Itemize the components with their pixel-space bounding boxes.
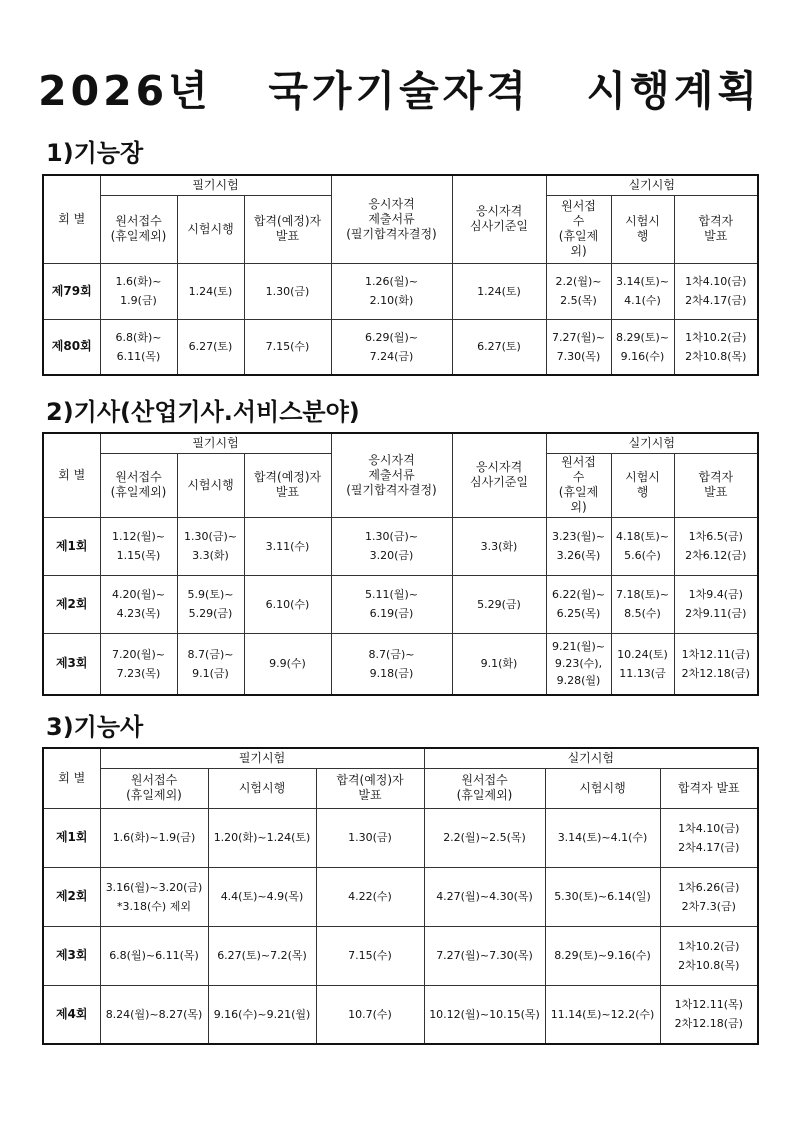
cell: 7.20(월)~ 7.23(목) — [100, 633, 177, 695]
header-practical-apply: 원서접수 (휴일제외) — [424, 768, 545, 808]
header-docs: 응시자격 제출서류 (필기합격자결정) — [331, 175, 452, 263]
header-result: 합격(예정)자 발표 — [244, 453, 331, 517]
cell: 7.18(토)~ 8.5(수) — [611, 575, 674, 633]
cell: 7.15(수) — [244, 319, 331, 375]
cell: 8.7(금)~ 9.18(금) — [331, 633, 452, 695]
cell: 1차6.5(금) 2차6.12(금) — [674, 517, 758, 575]
cell: 1차12.11(금) 2차12.18(금) — [674, 633, 758, 695]
header-round: 회 별 — [43, 433, 100, 517]
header-practical-apply: 원서접 수 (휴일제 외) — [546, 195, 611, 263]
header-practical-result: 합격자 발표 — [660, 768, 758, 808]
cell: 4.27(월)~4.30(목) — [424, 867, 545, 926]
cell: 1.24(토) — [452, 263, 546, 319]
cell: 3.16(월)~3.20(금) *3.18(수) 제외 — [100, 867, 208, 926]
cell: 1.12(월)~ 1.15(목) — [100, 517, 177, 575]
cell: 1.24(토) — [177, 263, 244, 319]
cell: 1차4.10(금) 2차4.17(금) — [660, 808, 758, 867]
cell: 7.27(월)~7.30(목) — [424, 926, 545, 985]
cell: 3.11(수) — [244, 517, 331, 575]
round-cell: 제79회 — [43, 263, 100, 319]
cell: 5.11(월)~ 6.19(금) — [331, 575, 452, 633]
cell: 1차6.26(금) 2차7.3(금) — [660, 867, 758, 926]
cell: 8.29(토)~ 9.16(수) — [611, 319, 674, 375]
header-practical: 실기시험 — [424, 748, 758, 768]
cell: 1.30(금) — [244, 263, 331, 319]
section-heading: 3)기능사 — [46, 713, 144, 741]
round-cell: 제1회 — [43, 517, 100, 575]
cell: 9.21(월)~ 9.23(수), 9.28(월) — [546, 633, 611, 695]
header-practical-result: 합격자 발표 — [674, 195, 758, 263]
page-title: 2026년 국가기술자격 시행계획 — [38, 67, 761, 115]
header-written: 필기시험 — [100, 433, 331, 453]
cell: 1.26(월)~ 2.10(화) — [331, 263, 452, 319]
cell: 1차10.2(금) 2차10.8(목) — [660, 926, 758, 985]
cell: 1.30(금) — [316, 808, 424, 867]
header-practical-exam: 시험시행 — [545, 768, 660, 808]
header-exam: 시험시행 — [208, 768, 316, 808]
table-row — [43, 575, 758, 633]
cell: 10.7(수) — [316, 985, 424, 1044]
header-result: 합격(예정)자 발표 — [316, 768, 424, 808]
header-criteria: 응시자격 심사기준일 — [452, 175, 546, 263]
cell: 10.24(토) 11.13(금 — [611, 633, 674, 695]
cell: 1.30(금)~ 3.20(금) — [331, 517, 452, 575]
header-practical: 실기시험 — [546, 433, 758, 453]
header-written: 필기시험 — [100, 175, 331, 195]
cell: 11.14(토)~12.2(수) — [545, 985, 660, 1044]
cell: 8.24(월)~8.27(목) — [100, 985, 208, 1044]
header-practical: 실기시험 — [546, 175, 758, 195]
cell: 6.10(수) — [244, 575, 331, 633]
cell: 2.2(월)~ 2.5(목) — [546, 263, 611, 319]
cell: 8.29(토)~9.16(수) — [545, 926, 660, 985]
table-row — [43, 867, 758, 926]
round-cell: 제2회 — [43, 575, 100, 633]
schedule-table-craftsman — [42, 747, 759, 1045]
cell: 7.15(수) — [316, 926, 424, 985]
table-row — [43, 319, 758, 375]
cell: 9.9(수) — [244, 633, 331, 695]
round-cell: 제3회 — [43, 633, 100, 695]
cell: 8.7(금)~ 9.1(금) — [177, 633, 244, 695]
cell: 1.6(화)~ 1.9(금) — [100, 263, 177, 319]
round-cell: 제4회 — [43, 985, 100, 1044]
cell: 7.27(월)~ 7.30(목) — [546, 319, 611, 375]
cell: 2.2(월)~2.5(목) — [424, 808, 545, 867]
round-cell: 제1회 — [43, 808, 100, 867]
cell: 3.14(토)~4.1(수) — [545, 808, 660, 867]
cell: 5.30(토)~6.14(일) — [545, 867, 660, 926]
cell: 1.20(화)~1.24(토) — [208, 808, 316, 867]
cell: 6.27(토)~7.2(목) — [208, 926, 316, 985]
cell: 9.16(수)~9.21(월) — [208, 985, 316, 1044]
cell: 1차12.11(목) 2차12.18(금) — [660, 985, 758, 1044]
section-heading: 2)기사(산업기사.서비스분야) — [46, 398, 360, 426]
cell: 10.12(월)~10.15(목) — [424, 985, 545, 1044]
header-docs: 응시자격 제출서류 (필기합격자결정) — [331, 433, 452, 517]
cell: 1차9.4(금) 2차9.11(금) — [674, 575, 758, 633]
cell: 4.20(월)~ 4.23(목) — [100, 575, 177, 633]
cell: 5.29(금) — [452, 575, 546, 633]
header-apply: 원서접수 (휴일제외) — [100, 195, 177, 263]
header-practical-apply: 원서접 수 (휴일제 외) — [546, 453, 611, 517]
round-cell: 제2회 — [43, 867, 100, 926]
cell: 6.29(월)~ 7.24(금) — [331, 319, 452, 375]
table-row — [43, 517, 758, 575]
cell: 4.18(토)~ 5.6(수) — [611, 517, 674, 575]
header-round: 회 별 — [43, 748, 100, 808]
cell: 1.6(화)~1.9(금) — [100, 808, 208, 867]
cell: 3.14(토)~ 4.1(수) — [611, 263, 674, 319]
table-row — [43, 263, 758, 319]
table-row — [43, 985, 758, 1044]
table-row — [43, 808, 758, 867]
header-criteria: 응시자격 심사기준일 — [452, 433, 546, 517]
header-apply: 원서접수 (휴일제외) — [100, 453, 177, 517]
header-apply: 원서접수 (휴일제외) — [100, 768, 208, 808]
cell: 6.22(월)~ 6.25(목) — [546, 575, 611, 633]
header-written: 필기시험 — [100, 748, 424, 768]
header-practical-exam: 시험시 행 — [611, 453, 674, 517]
header-practical-result: 합격자 발표 — [674, 453, 758, 517]
cell: 6.27(토) — [452, 319, 546, 375]
cell: 6.27(토) — [177, 319, 244, 375]
cell: 1.30(금)~ 3.3(화) — [177, 517, 244, 575]
cell: 4.4(토)~4.9(목) — [208, 867, 316, 926]
cell: 1차10.2(금) 2차10.8(목) — [674, 319, 758, 375]
header-practical-exam: 시험시 행 — [611, 195, 674, 263]
header-exam: 시험시행 — [177, 453, 244, 517]
cell: 3.3(화) — [452, 517, 546, 575]
round-cell: 제3회 — [43, 926, 100, 985]
cell: 6.8(월)~6.11(목) — [100, 926, 208, 985]
cell: 9.1(화) — [452, 633, 546, 695]
cell: 3.23(월)~ 3.26(목) — [546, 517, 611, 575]
cell: 5.9(토)~ 5.29(금) — [177, 575, 244, 633]
cell: 1차4.10(금) 2차4.17(금) — [674, 263, 758, 319]
header-exam: 시험시행 — [177, 195, 244, 263]
section-heading: 1)기능장 — [46, 139, 144, 167]
schedule-table-engineer — [42, 432, 759, 696]
table-row — [43, 926, 758, 985]
cell: 4.22(수) — [316, 867, 424, 926]
header-round: 회 별 — [43, 175, 100, 263]
round-cell: 제80회 — [43, 319, 100, 375]
table-row — [43, 633, 758, 695]
schedule-table-master-craftsman — [42, 174, 759, 376]
header-result: 합격(예정)자 발표 — [244, 195, 331, 263]
cell: 6.8(화)~ 6.11(목) — [100, 319, 177, 375]
